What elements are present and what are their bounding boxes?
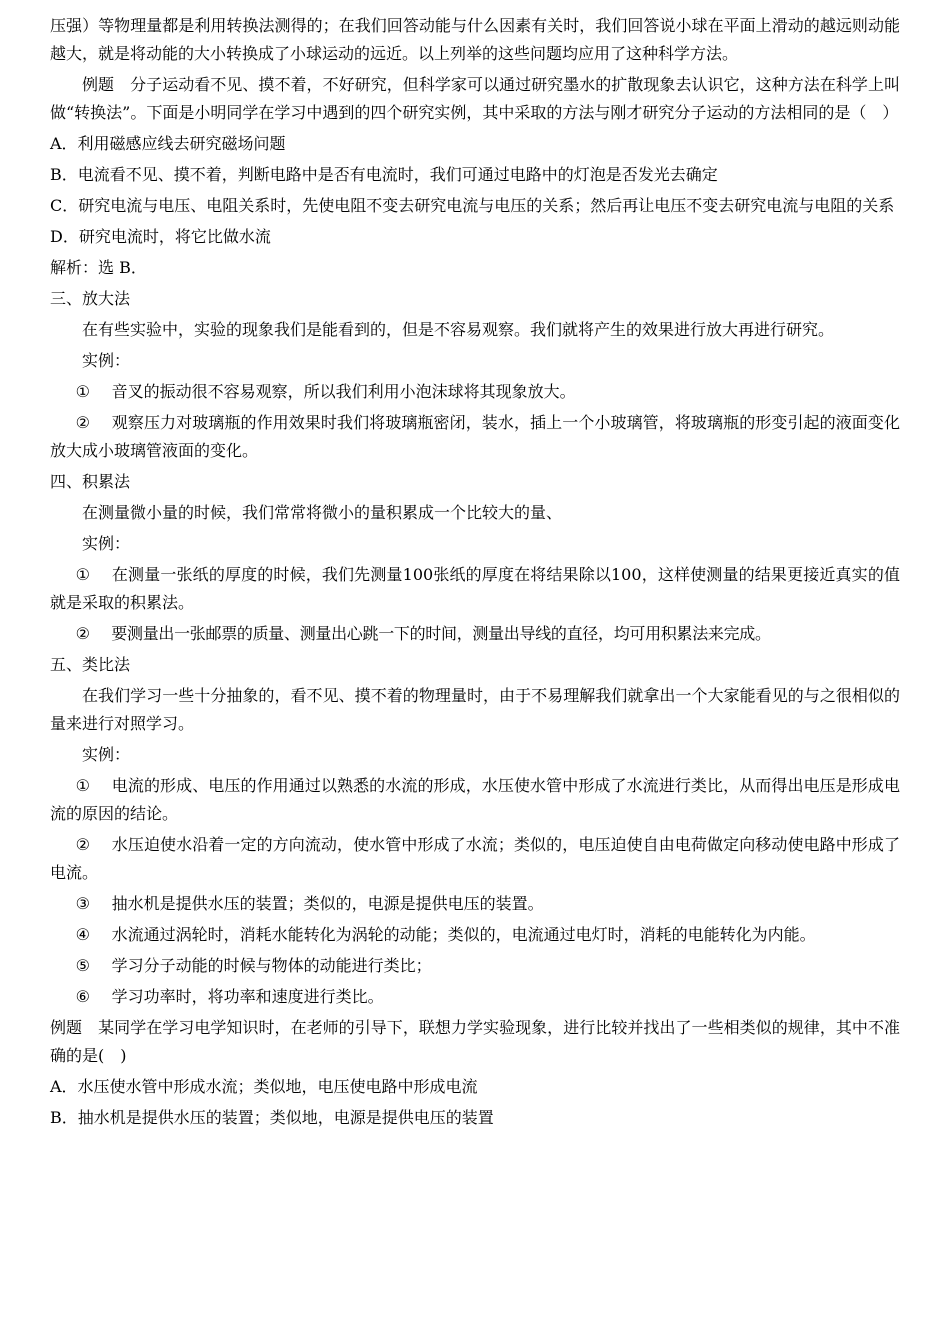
section-4-item-2 bbox=[50, 620, 900, 648]
section-4-label: 实例： bbox=[82, 534, 131, 553]
item-text: 抽水机是提供水压的装置；类似的，电源是提供电压的装置。 bbox=[111, 894, 544, 913]
section-5-text: 在我们学习一些十分抽象的，看不见、摸不着的物理量时，由于不易理解我们就拿出一个大家能看见的与之很相似的量来进行对照学习。 bbox=[50, 686, 900, 733]
example-1-question: 例题 分子运动看不见、摸不着，不好研究，但科学家可以通过研究墨水的扩散现象去认识它，这种方法在科学上叫做“转换法”。下面是小明同学在学习中遇到的四个研究实例，其中采取的方法与刚才研究分子运动的方法相同的是（ ） bbox=[50, 75, 900, 122]
section-5-item-3 bbox=[50, 890, 900, 918]
item-marker: ③ bbox=[75, 894, 90, 913]
item-text: 水流通过涡轮时，消耗水能转化为涡轮的动能；类似的，电流通过电灯时，消耗的电能转化为内能。 bbox=[111, 925, 816, 944]
example-1-answer: 解析：选 B． bbox=[50, 258, 147, 277]
example-2-question: 例题 某同学在学习电学知识时，在老师的引导下，联想力学实验现象，进行比较并找出了一些相类似的规律，其中不准确的是( ) bbox=[50, 1018, 900, 1065]
section-3-item-2 bbox=[50, 409, 900, 465]
section-3-item-1 bbox=[50, 378, 900, 406]
item-text: 学习分子动能的时候与物体的动能进行类比； bbox=[111, 956, 432, 975]
section-5-item-1 bbox=[50, 772, 900, 828]
item-marker: ① bbox=[75, 776, 90, 795]
example-2-option-b: B．抽水机是提供水压的装置；类似地，电源是提供电压的装置 bbox=[50, 1108, 494, 1127]
example-1-option-c: C．研究电流与电压、电阻关系时，先使电阻不变去研究电流与电压的关系；然后再让电压不变去研究电流与电阻的关系 bbox=[50, 196, 895, 215]
example-1-option-b: B．电流看不见、摸不着，判断电路中是否有电流时，我们可通过电路中的灯泡是否发光去确定 bbox=[50, 165, 718, 184]
example-1-option-d: D．研究电流时，将它比做水流 bbox=[50, 227, 271, 246]
section-3-label: 实例： bbox=[82, 351, 131, 370]
item-marker: ① bbox=[75, 382, 90, 401]
item-text: 水压迫使水沿着一定的方向流动，使水管中形成了水流；类似的，电压迫使自由电荷做定向移动使电路中形成了电流。 bbox=[50, 835, 900, 882]
item-text: 要测量出一张邮票的质量、测量出心跳一下的时间，测量出导线的直径，均可用积累法来完成。 bbox=[111, 624, 771, 643]
section-3-text: 在有些实验中，实验的现象我们是能看到的，但是不容易观察。我们就将产生的效果进行放大再进行研究。 bbox=[82, 320, 835, 339]
section-5-title: 五、类比法 bbox=[50, 655, 131, 674]
example-1-option-a: A．利用磁感应线去研究磁场问题 bbox=[50, 134, 286, 153]
section-4-item-1 bbox=[50, 561, 900, 617]
item-text: 观察压力对玻璃瓶的作用效果时我们将玻璃瓶密闭，装水，插上一个小玻璃管，将玻璃瓶的形变引起的液面变化放大成小玻璃管液面的变化。 bbox=[50, 413, 900, 460]
item-marker: ⑥ bbox=[75, 987, 90, 1006]
item-marker: ② bbox=[75, 835, 90, 854]
example-2-option-a: A．水压使水管中形成水流；类似地，电压使电路中形成电流 bbox=[50, 1077, 478, 1096]
item-text: 电流的形成、电压的作用通过以熟悉的水流的形成，水压使水管中形成了水流进行类比，从而得出电压是形成电流的原因的结论。 bbox=[50, 776, 900, 823]
section-5-item-2 bbox=[50, 831, 900, 887]
item-marker: ② bbox=[75, 624, 90, 643]
intro-paragraph: 压强）等物理量都是利用转换法测得的；在我们回答动能与什么因素有关时，我们回答说小球在平面上滑动的越远则动能越大，就是将动能的大小转换成了小球运动的远近。以上列举的这些问题均应用了这种科学方法。 bbox=[50, 16, 900, 63]
section-5-label: 实例： bbox=[82, 745, 131, 764]
section-5-item-4 bbox=[50, 921, 900, 949]
item-text: 学习功率时，将功率和速度进行类比。 bbox=[111, 987, 384, 1006]
item-marker: ① bbox=[75, 565, 90, 584]
item-marker: ⑤ bbox=[75, 956, 90, 975]
item-text: 在测量一张纸的厚度的时候，我们先测量100张纸的厚度在将结果除以100，这样使测量的结果更接近真实的值就是采取的积累法。 bbox=[50, 565, 900, 612]
section-4-title: 四、积累法 bbox=[50, 472, 131, 491]
item-text: 音叉的振动很不容易观察，所以我们利用小泡沫球将其现象放大。 bbox=[111, 382, 576, 401]
item-marker: ② bbox=[75, 413, 90, 432]
section-4-text: 在测量微小量的时候，我们常常将微小的量积累成一个比较大的量、 bbox=[82, 503, 563, 522]
section-5-item-6 bbox=[50, 983, 900, 1011]
item-marker: ④ bbox=[75, 925, 90, 944]
section-3-title: 三、放大法 bbox=[50, 289, 131, 308]
section-5-item-5 bbox=[50, 952, 900, 980]
